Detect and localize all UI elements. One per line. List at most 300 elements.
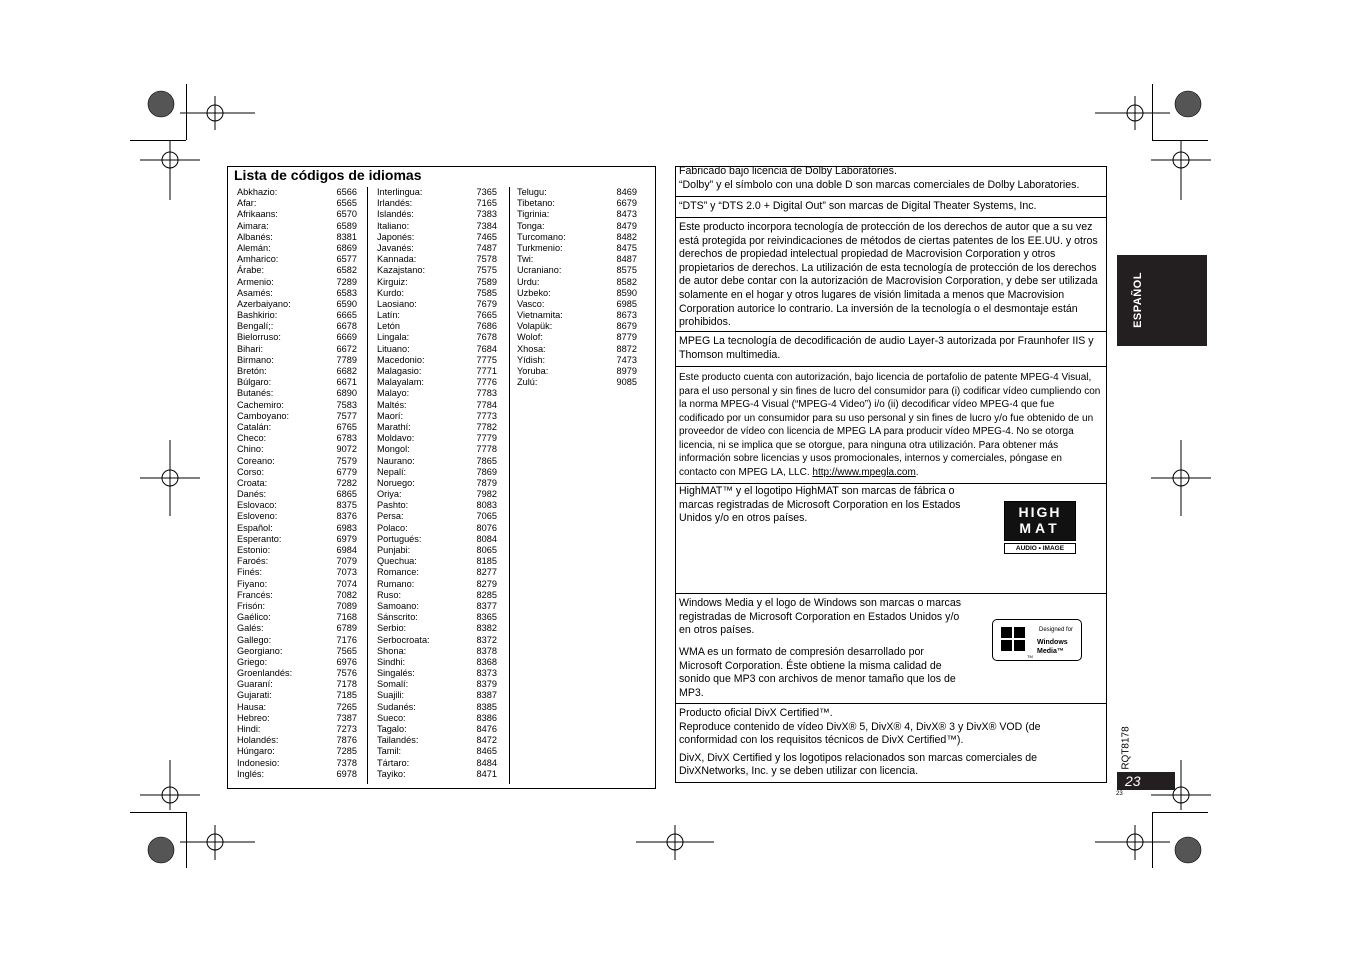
language-code: 8084	[476, 533, 497, 544]
language-name: Zulú:	[517, 377, 538, 388]
language-name: Ucraniano:	[517, 265, 562, 276]
language-name: Turkmenio:	[517, 242, 563, 253]
language-name: Yoruba:	[517, 366, 549, 376]
language-code: 7771	[476, 366, 497, 376]
language-code: 8471	[476, 768, 497, 779]
language-name: Maltés:	[377, 399, 407, 410]
language-code: 7178	[336, 679, 357, 690]
language-code: 6590	[336, 298, 357, 309]
language-row	[377, 590, 497, 601]
language-code: 6865	[336, 489, 357, 500]
language-name: Kazajstano:	[377, 265, 426, 276]
language-row	[517, 299, 637, 310]
language-code: 8076	[476, 522, 497, 533]
language-row	[377, 187, 497, 198]
language-code: 7089	[336, 600, 357, 611]
language-name: Volapük:	[517, 321, 553, 332]
windows-media-notice: Windows Media y el logo de Windows son marcas o marcas registradas de Microsoft Corporation en Estados Unidos y/o en otros países.	[679, 597, 962, 637]
language-name: Hebreo:	[237, 712, 270, 723]
language-code: 7776	[476, 377, 497, 388]
language-code: 7577	[336, 410, 357, 421]
target-mark	[1151, 440, 1211, 516]
language-row	[377, 422, 497, 433]
language-name: Checo:	[237, 433, 267, 444]
language-code: 7289	[336, 276, 357, 287]
language-name: Islandés:	[377, 209, 414, 220]
language-name: Hindi:	[237, 724, 261, 734]
language-row	[377, 366, 497, 377]
language-code: 6679	[616, 198, 637, 209]
language-name: Bashkirio:	[237, 310, 278, 321]
language-code: 8378	[476, 645, 497, 656]
language-code: 8582	[616, 276, 637, 287]
language-row	[377, 579, 497, 590]
language-code: 8376	[336, 511, 357, 522]
language-row	[377, 310, 497, 321]
language-row	[237, 277, 357, 288]
language-name: Danés:	[237, 489, 267, 500]
language-code: 7273	[336, 724, 357, 734]
language-name: Somalí:	[377, 679, 409, 690]
language-row	[377, 769, 497, 780]
language-row	[377, 344, 497, 355]
language-name: Bengalí;:	[237, 321, 274, 332]
language-code: 7082	[336, 589, 357, 600]
language-code: 7285	[336, 746, 357, 757]
language-row	[377, 467, 497, 478]
language-name: Finés:	[237, 567, 263, 578]
language-row	[237, 444, 357, 455]
language-name: Singalés:	[377, 668, 415, 679]
language-row	[517, 332, 637, 343]
language-code: 6678	[336, 321, 357, 332]
language-name: Camboyano:	[237, 410, 290, 421]
language-code: 7876	[336, 735, 357, 746]
language-code: 7074	[336, 578, 357, 589]
language-row	[237, 187, 357, 198]
highmat-notice: HighMAT™ y el logotipo HighMAT son marcas de fábrica o marcas registradas de Microsoft Corporation en los Estados Unidos y/o en otros países.	[679, 485, 961, 525]
language-name: Quechua:	[377, 556, 417, 567]
language-code: 6669	[336, 332, 357, 343]
language-name: Telugu:	[517, 187, 547, 197]
language-row	[377, 377, 497, 388]
language-code: 8469	[616, 187, 637, 197]
target-mark	[140, 140, 200, 200]
language-code: 7789	[336, 354, 357, 365]
language-name: Gallego:	[237, 634, 272, 645]
language-row	[377, 198, 497, 209]
language-name: Shona:	[377, 645, 407, 656]
language-name: Marathí:	[377, 421, 411, 432]
mpeg-layer3-notice: MPEG La tecnología de decodificación de audio Layer-3 autorizada por Fraunhofer IIS y Thomson multimedia.	[679, 335, 1094, 361]
language-code: 7678	[476, 332, 497, 343]
language-name: Uzbeko:	[517, 287, 551, 298]
language-row	[237, 769, 357, 780]
language-code: 8575	[616, 265, 637, 276]
language-code: 8065	[476, 545, 497, 555]
language-row	[237, 411, 357, 422]
language-row	[237, 377, 357, 388]
language-code: 7784	[476, 399, 497, 410]
language-row	[377, 713, 497, 724]
language-row	[237, 579, 357, 590]
language-row	[237, 209, 357, 220]
language-code: 9085	[616, 377, 637, 388]
language-row	[237, 545, 357, 556]
language-name: Malayalam:	[377, 377, 424, 388]
language-row	[517, 265, 637, 276]
language-code: 7383	[476, 209, 497, 220]
language-name: Xhosa:	[517, 343, 546, 354]
language-row	[237, 758, 357, 769]
language-code: 8679	[616, 321, 637, 332]
language-row	[237, 612, 357, 623]
language-code: 6665	[336, 310, 357, 321]
language-row	[377, 556, 497, 567]
language-row	[237, 288, 357, 299]
language-row	[377, 623, 497, 634]
language-code: 8484	[476, 757, 497, 768]
language-name: Yídish:	[517, 354, 546, 365]
language-code: 8779	[616, 332, 637, 343]
language-row	[377, 668, 497, 679]
language-row	[237, 679, 357, 690]
language-column-3	[517, 187, 637, 388]
language-row	[377, 657, 497, 668]
language-row	[237, 511, 357, 522]
language-row	[237, 232, 357, 243]
target-mark	[636, 825, 714, 860]
language-code: 8382	[476, 623, 497, 634]
language-code: 8285	[476, 589, 497, 600]
language-name: Francés:	[237, 589, 273, 600]
language-row	[237, 746, 357, 757]
language-name: Catalán:	[237, 421, 272, 432]
language-name: Croata:	[237, 477, 268, 488]
language-row	[377, 500, 497, 511]
language-row	[377, 534, 497, 545]
language-name: Faroés:	[237, 556, 269, 567]
language-code: 7982	[476, 489, 497, 500]
target-mark	[140, 440, 200, 516]
language-code: 6671	[336, 377, 357, 388]
language-name: Javanés:	[377, 242, 414, 253]
language-code: 7773	[476, 410, 497, 421]
language-row	[237, 713, 357, 724]
language-code: 8387	[476, 690, 497, 701]
language-name: Coreano:	[237, 455, 275, 466]
language-name: Malagasio:	[377, 366, 422, 376]
language-name: Fiyano:	[237, 578, 268, 589]
language-code: 8385	[476, 701, 497, 712]
target-mark	[1095, 825, 1170, 860]
language-row	[517, 232, 637, 243]
model-number: RQT8178	[1120, 726, 1132, 770]
language-row	[237, 243, 357, 254]
language-code: 7176	[336, 634, 357, 645]
language-code: 8368	[476, 656, 497, 667]
language-row	[517, 277, 637, 288]
column-divider	[509, 187, 510, 784]
page-number: 23	[1125, 773, 1141, 789]
language-code: 7775	[476, 354, 497, 365]
language-row	[237, 646, 357, 657]
dts-notice: “DTS” y “DTS 2.0 + Digital Out” son marcas de Digital Theater Systems, Inc.	[679, 200, 1037, 212]
language-code: 8083	[476, 500, 497, 511]
language-code: 7665	[476, 310, 497, 321]
language-name: Noruego:	[377, 477, 415, 488]
language-name: Lituano:	[377, 343, 410, 354]
language-code: 7779	[476, 433, 497, 444]
language-code: 7865	[476, 455, 497, 466]
language-name: Afar:	[237, 198, 257, 209]
language-row	[377, 523, 497, 534]
language-name: Búlgaro:	[237, 377, 272, 388]
language-name: Lingala:	[377, 332, 410, 343]
windows-flag-icon	[1001, 627, 1027, 653]
language-code: 8373	[476, 668, 497, 679]
language-code: 8472	[476, 735, 497, 746]
language-row	[377, 411, 497, 422]
language-row	[377, 478, 497, 489]
language-row	[237, 601, 357, 612]
language-row	[237, 489, 357, 500]
language-row	[237, 400, 357, 411]
language-name: Vietnamita:	[517, 310, 563, 321]
language-row	[517, 288, 637, 299]
language-code: 7165	[476, 198, 497, 209]
language-name: Maorí:	[377, 410, 404, 421]
language-row	[237, 221, 357, 232]
language-code: 8185	[476, 556, 497, 567]
language-row	[377, 690, 497, 701]
language-code: 7686	[476, 321, 497, 332]
language-code: 7487	[476, 242, 497, 253]
language-name: Naurano:	[377, 455, 415, 466]
trademark-notices	[675, 166, 1107, 783]
language-name: Hausa:	[237, 701, 267, 712]
language-name: Georgiano:	[237, 645, 283, 656]
language-row	[377, 612, 497, 623]
language-name: Turcomano:	[517, 231, 566, 242]
language-code: 6890	[336, 388, 357, 399]
language-row	[237, 668, 357, 679]
divx-notice: Producto oficial DivX Certified™. Reproduce contenido de vídeo DivX® 5, DivX® 4, DivX® 3 y DivX® VOD (de conformidad con los requisitos técnicos de DivX Certified™). DivX, DivX Certified y los logotipos relacionados son marcas comerciales de DivXNetworks, Inc. y se deben utilizar con licencia.	[679, 707, 1041, 778]
language-name: Azerbaiyano:	[237, 298, 291, 309]
dolby-notice: Fabricado bajo licencia de Dolby Laboratories. “Dolby” y el símbolo con una doble D son marcas comerciales de Dolby Laboratories.	[679, 165, 1080, 191]
language-name: Tonga:	[517, 220, 545, 231]
language-code: 6789	[336, 623, 357, 634]
language-code: 6976	[336, 656, 357, 667]
language-row	[237, 254, 357, 265]
language-code: 8386	[476, 712, 497, 723]
language-name: Moldavo:	[377, 433, 415, 444]
language-code: 9072	[336, 444, 357, 455]
language-code: 6985	[616, 298, 637, 309]
language-code: 6765	[336, 421, 357, 432]
language-row	[377, 221, 497, 232]
language-name: Rumano:	[377, 578, 415, 589]
language-name: Gujarati:	[237, 690, 272, 701]
language-code: 7589	[476, 276, 497, 287]
language-row	[377, 746, 497, 757]
language-name: Tigrinia:	[517, 209, 550, 220]
language-code: 8465	[476, 746, 497, 757]
language-name: Laosiano:	[377, 298, 417, 309]
target-mark	[180, 825, 255, 860]
language-row	[237, 623, 357, 634]
language-name: Holandés:	[237, 735, 279, 746]
language-name: Italiano:	[377, 220, 410, 231]
language-row	[377, 724, 497, 735]
language-name: Mongol:	[377, 444, 410, 455]
language-row	[237, 702, 357, 713]
language-name: Tártaro:	[377, 757, 410, 768]
language-code: 8479	[616, 220, 637, 231]
language-row	[237, 635, 357, 646]
language-code: 6583	[336, 287, 357, 298]
language-code: 8381	[336, 231, 357, 242]
language-code: 7575	[476, 265, 497, 276]
language-column-1	[237, 187, 357, 780]
language-name: Griego:	[237, 656, 268, 667]
language-code: 7565	[336, 645, 357, 656]
language-name: Árabe:	[237, 265, 265, 276]
language-name: Estonio:	[237, 545, 271, 555]
language-row	[237, 422, 357, 433]
language-code: 7778	[476, 444, 497, 455]
language-row	[517, 321, 637, 332]
language-name: Macedonio:	[377, 354, 425, 365]
language-row	[237, 500, 357, 511]
language-code: 7576	[336, 668, 357, 679]
section-tab-label: ESPAÑOL	[1132, 272, 1144, 328]
language-row	[517, 209, 637, 220]
language-code: 6984	[336, 545, 357, 555]
language-row	[377, 299, 497, 310]
language-row	[377, 735, 497, 746]
language-code: 8375	[336, 500, 357, 511]
language-name: Cachemiro:	[237, 399, 284, 410]
language-name: Corso:	[237, 466, 265, 477]
language-name: Tayiko:	[377, 768, 406, 779]
language-code: 8476	[476, 724, 497, 734]
language-code: 7783	[476, 388, 497, 399]
language-name: Twi:	[517, 254, 534, 265]
language-row	[377, 232, 497, 243]
language-name: Sánscrito:	[377, 612, 418, 623]
language-row	[377, 679, 497, 690]
language-code: 6672	[336, 343, 357, 354]
language-name: Tagalo:	[377, 724, 407, 734]
language-code: 6577	[336, 254, 357, 265]
language-row	[377, 332, 497, 343]
language-code: 8673	[616, 310, 637, 321]
language-code: 6983	[336, 522, 357, 533]
language-row	[237, 556, 357, 567]
language-name: Groenlandés:	[237, 668, 293, 679]
language-row	[377, 321, 497, 332]
language-row	[237, 299, 357, 310]
language-code: 8473	[616, 209, 637, 220]
target-mark	[1151, 140, 1211, 200]
language-row	[237, 690, 357, 701]
mpegla-link[interactable]: http://www.mpegla.com	[812, 466, 916, 478]
language-name: Guaraní:	[237, 679, 273, 690]
target-mark	[180, 96, 255, 130]
language-row	[377, 758, 497, 769]
language-name: Abkhazio:	[237, 187, 278, 197]
language-name: Frisón:	[237, 600, 266, 611]
language-name: Serbio:	[377, 623, 407, 634]
language-name: Vasco:	[517, 298, 545, 309]
language-row	[237, 735, 357, 746]
language-code: 6566	[336, 187, 357, 197]
language-code: 6783	[336, 433, 357, 444]
language-row	[237, 724, 357, 735]
language-code: 8475	[616, 242, 637, 253]
language-code: 6565	[336, 198, 357, 209]
language-row	[517, 355, 637, 366]
language-name: Esloveno:	[237, 511, 278, 522]
language-name: Urdu:	[517, 276, 540, 287]
language-code: 7185	[336, 690, 357, 701]
language-row	[237, 310, 357, 321]
language-row	[377, 209, 497, 220]
language-code: 6582	[336, 265, 357, 276]
language-column-2	[377, 187, 497, 780]
language-name: Serbocroata:	[377, 634, 430, 645]
language-row	[377, 254, 497, 265]
language-name: Letón	[377, 321, 400, 332]
language-code: 8372	[476, 634, 497, 645]
language-row	[237, 467, 357, 478]
language-code: 7073	[336, 567, 357, 578]
language-code: 7384	[476, 220, 497, 231]
language-code: 8277	[476, 567, 497, 578]
wma-notice: WMA es un formato de compresión desarrollado por Microsoft Corporation. Éste obtiene la misma calidad de sonido que MP3 con archivos de menor tamaño que los de MP3.	[679, 646, 956, 699]
language-name: Tailandés:	[377, 735, 419, 746]
language-name: Bielorruso:	[237, 332, 281, 343]
language-code: 8379	[476, 679, 497, 690]
language-code: 8979	[616, 366, 637, 376]
language-row	[237, 344, 357, 355]
target-mark	[1095, 96, 1170, 130]
language-name: Kurdo:	[377, 287, 405, 298]
language-row	[377, 400, 497, 411]
language-code: 8377	[476, 600, 497, 611]
language-code: 8487	[616, 254, 637, 265]
language-name: Sudanés:	[377, 701, 416, 712]
language-row	[377, 702, 497, 713]
language-row	[377, 355, 497, 366]
language-code: 7168	[336, 612, 357, 623]
language-name: Kirguiz:	[377, 276, 408, 287]
language-code-list	[227, 166, 656, 789]
language-code: 7684	[476, 343, 497, 354]
language-row	[517, 254, 637, 265]
language-name: Butanés:	[237, 388, 274, 399]
language-code: 7365	[476, 187, 497, 197]
language-row	[517, 221, 637, 232]
language-code: 7585	[476, 287, 497, 298]
language-row	[377, 277, 497, 288]
macrovision-notice: Este producto incorpora tecnología de protección de los derechos de autor que a su vez está protegida por reivindicaciones de métodos de ciertas patentes de los EE.UU. y otros derechos de propiedad intelectual propiedad de Macrovision Corporation y otros propietarios de derechos. La utilización de esta tecnología de protección de los derechos de autor debe contar con la autorización de Macrovision Corporation, y debe ser utilizada solamente en el hogar y otros lugares de visión limitada a menos que Macrovision Corporation autorice lo contrario. La inversión de la tecnología o el desmontaje están prohibidos.	[679, 221, 1098, 329]
mpeg4-notice: Este producto cuenta con autorización, bajo licencia de portafolio de patente MPEG-4 Visual, para el uso personal y sin fines de lucro del consumidor para (i) codificar vídeo cumpliendo con la norma MPEG-4 Visual (“MPEG-4 Video”) i/o (ii) decodificar vídeo MPEG-4 que fue codificado por un consumidor para su uso personal y sin fines de lucro y/o fue obtenido de un proveedor de vídeo con licencia de MPEG LA para producir vídeo MPEG-4. No se otorga licencia, ni se implica que se otorgue, para ninguna otra utilización. Para obtener más información sobre licencias y usos promocionales, internos y comerciales, póngase en contacto con MPEG LA, LLC. http://www.mpegla.com.	[679, 372, 1101, 478]
highmat-logo: HIGH MAT AUDIO • IMAGE	[1004, 501, 1076, 555]
language-code: 7578	[476, 254, 497, 265]
language-row	[237, 590, 357, 601]
